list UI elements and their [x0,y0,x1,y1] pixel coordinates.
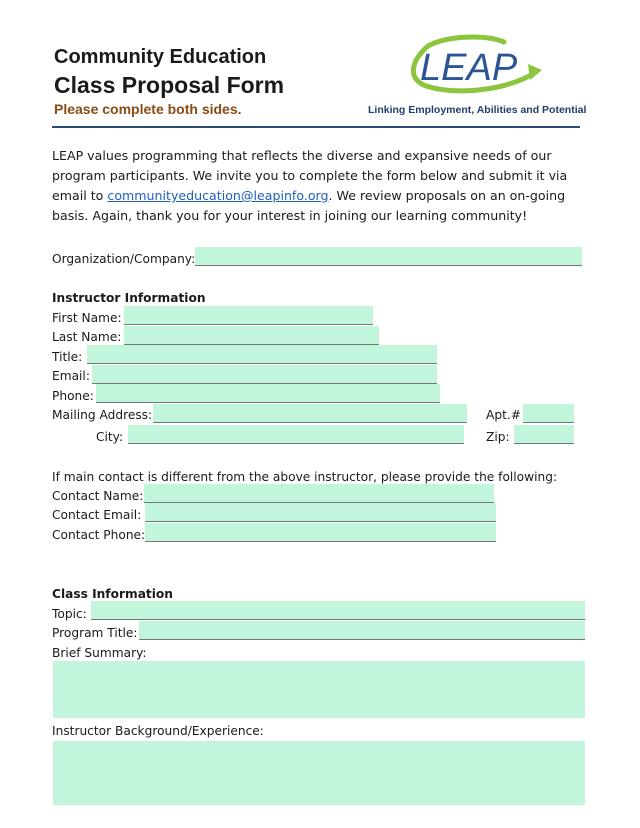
intro-text-1: LEAP values programming that reflects the diverse and expansive needs of our program participants. We invite you to complete the form below and submit it via email to [52,148,568,203]
zip-field[interactable] [514,425,574,444]
email-link[interactable]: communityeducation@leapinfo.org [107,188,329,203]
header-divider [52,126,580,128]
mailing-address-field[interactable] [153,404,467,423]
background-label: Instructor Background/Experience: [52,724,264,738]
apt-label: Apt.# [486,408,521,422]
subtitle: Please complete both sides. [54,101,242,117]
contact-email-label: Contact Email: [52,508,142,522]
background-textarea[interactable] [53,741,585,805]
contact-name-field[interactable] [144,484,494,503]
mailing-address-label: Mailing Address: [52,408,153,422]
city-label: City: [96,430,124,444]
zip-label: Zip: [486,430,510,444]
organization-label: Organization/Company: [52,252,196,266]
organization-field[interactable] [195,247,582,266]
contact-phone-label: Contact Phone: [52,528,146,542]
logo-text: LEAP [420,47,518,89]
contact-name-label: Contact Name: [52,489,144,503]
leap-swoosh-icon [400,34,545,102]
city-field[interactable] [128,425,464,444]
phone-field[interactable] [96,384,440,403]
program-title-label: Program Title: [52,626,138,640]
topic-field[interactable] [91,601,585,620]
title-line-1: Community Education [54,46,267,68]
phone-label: Phone: [52,389,94,403]
contact-note: If main contact is different from the above instructor, please provide the following: [52,470,558,484]
contact-phone-field[interactable] [145,523,496,542]
instructor-heading: Instructor Information [52,291,206,305]
title-label: Title: [52,350,83,364]
last-name-field[interactable] [124,326,379,345]
summary-textarea[interactable] [53,661,585,718]
tagline: Linking Employment, Abilities and Potential [368,104,587,116]
class-info-heading: Class Information [52,587,173,601]
topic-label: Topic: [52,607,87,621]
intro-text-2: . We review proposals on an on-going basis. Again, thank you for your interest in joining our learning community! [52,188,566,223]
program-title-field[interactable] [139,621,585,640]
last-name-label: Last Name: [52,330,122,344]
first-name-label: First Name: [52,311,122,325]
leap-logo [400,34,545,102]
summary-label: Brief Summary: [52,646,147,660]
email-field[interactable] [92,365,437,384]
contact-email-field[interactable] [145,503,496,522]
first-name-field[interactable] [124,306,373,325]
intro-paragraph [52,146,592,226]
title-field[interactable] [87,345,437,364]
page-title: Class Proposal Form [54,72,285,98]
email-label: Email: [52,369,90,383]
apt-field[interactable] [523,404,574,423]
